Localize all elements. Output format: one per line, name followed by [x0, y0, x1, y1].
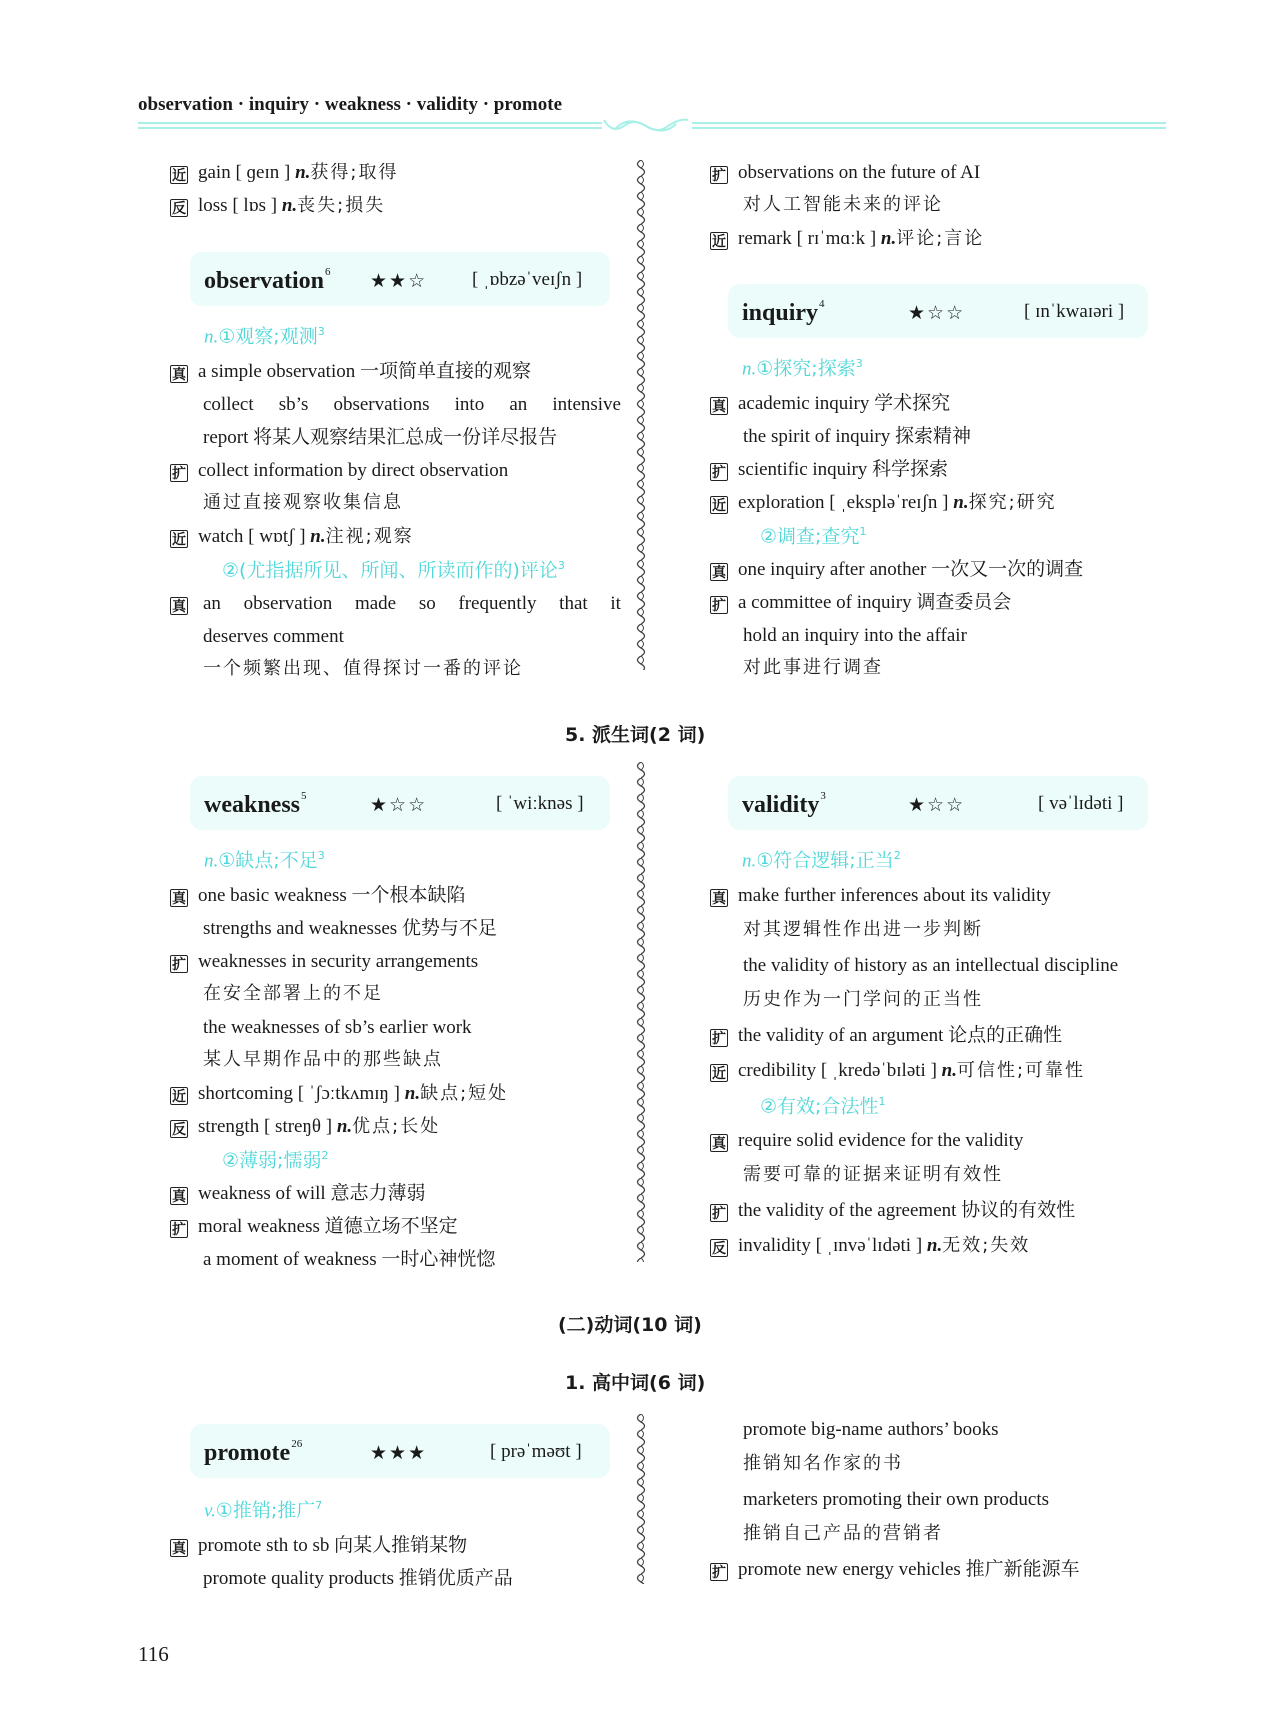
- example-translation: 推销知名作家的书: [743, 1453, 903, 1474]
- sense-2: ②薄弱;懦弱$^2$: [222, 1149, 329, 1172]
- ext-tag-icon: 扩: [172, 957, 186, 973]
- example-line: the validity of history as an intellectual discipline: [743, 955, 1119, 976]
- ext-tag-icon: 扩: [712, 1565, 726, 1581]
- extension-line: 扩 observations on the future of AI: [712, 162, 981, 184]
- headword-box-observation: [190, 252, 610, 306]
- near-entry-exploration: 近 exploration [ ˌekspləˈreɪʃn ] n.探究;研究: [712, 492, 1057, 514]
- example-translation: 历史作为一门学问的正当性: [743, 989, 983, 1010]
- example-translation: 对其逻辑性作出进一步判断: [743, 919, 983, 940]
- example-line: 真 one basic weakness 一个根本缺陷: [172, 885, 466, 907]
- example-line: 真 one inquiry after another 一次又一次的调查: [712, 559, 1084, 581]
- near-tag-icon: 近: [172, 1089, 186, 1105]
- running-header: observation · inquiry · weakness · validity · promote: [138, 94, 563, 115]
- phonetic: [ vəˈlɪdəti ]: [1038, 793, 1124, 814]
- example-line: the spirit of inquiry 探索精神: [743, 426, 971, 447]
- anti-entry-strength: 反 strength [ streŋθ ] n.优点;长处: [172, 1116, 441, 1138]
- extension-line: 扩 promote new energy vehicles 推广新能源车: [712, 1559, 1080, 1581]
- sense-1: n.①符合逻辑;正当$^2$: [742, 849, 901, 872]
- example-line: 真 require solid evidence for the validity: [712, 1130, 1024, 1152]
- example-line: promote quality products 推销优质产品: [203, 1568, 513, 1589]
- extension-line: 扩 moral weakness 道德立场不坚定: [172, 1216, 458, 1238]
- difficulty-stars: ★☆☆: [908, 794, 966, 816]
- header-ornament-icon: [602, 114, 690, 136]
- example-line: 真 weakness of will 意志力薄弱: [172, 1183, 426, 1205]
- near-tag-icon: 近: [712, 1066, 726, 1082]
- phonetic: [ ˈwiːknəs ]: [496, 793, 584, 814]
- difficulty-stars: ★☆☆: [908, 302, 966, 324]
- extension-line: 扩 weaknesses in security arrangements: [172, 951, 479, 973]
- headword-box-validity: [728, 776, 1148, 830]
- page-number: 116: [138, 1642, 169, 1666]
- real-tag-icon: 真: [172, 891, 186, 907]
- sense-1: v.①推销;推广$^7$: [204, 1499, 323, 1522]
- example-line: 真 academic inquiry 学术探究: [712, 393, 951, 415]
- column-divider: [634, 762, 648, 1262]
- anti-entry-invalidity: 反 invalidity [ ˌɪnvəˈlɪdəti ] n.无效;失效: [712, 1235, 1031, 1257]
- near-tag-icon: 近: [172, 168, 186, 184]
- ext-tag-icon: 扩: [712, 1206, 726, 1222]
- real-tag-icon: 真: [712, 1136, 726, 1152]
- example-line: 真 make further inferences about its validity: [712, 885, 1051, 907]
- near-entry-remark: 近 remark [ rɪˈmɑːk ] n.评论;言论: [712, 228, 985, 250]
- sense-1: n.①缺点;不足$^3$: [204, 849, 325, 872]
- near-entry-gain: 近 gain [ ɡeɪn ] n.获得;取得: [172, 162, 399, 184]
- real-tag-icon: 真: [172, 1189, 186, 1205]
- anti-tag-icon: 反: [712, 1241, 726, 1257]
- example-line: promote big-name authors’ books: [743, 1419, 999, 1440]
- headword-box-promote: [190, 1424, 610, 1478]
- ext-tag-icon: 扩: [712, 598, 726, 614]
- example-line: strengths and weaknesses 优势与不足: [203, 918, 497, 939]
- sense-2: ②(尤指据所见、所闻、所读而作的)评论$^3$: [222, 559, 565, 582]
- extension-line: a moment of weakness 一时心神恍惚: [203, 1249, 496, 1270]
- sense-2: ②调查;查究$^1$: [760, 525, 867, 548]
- extension-line: hold an inquiry into the affair: [743, 625, 967, 646]
- ext-tag-icon: 扩: [712, 465, 726, 481]
- extension-line: 扩 a committee of inquiry 调查委员会: [712, 592, 1012, 614]
- extension-line: 扩 the validity of the agreement 协议的有效性: [712, 1200, 1076, 1222]
- extension-line: 扩 scientific inquiry 科学探索: [712, 459, 949, 481]
- phonetic: [ ɪnˈkwaɪəri ]: [1024, 301, 1125, 322]
- extension-line: 扩 collect information by direct observation: [172, 460, 509, 482]
- sense-1: n.①观察;观测$^3$: [204, 325, 325, 348]
- example-line: deserves comment: [203, 626, 344, 647]
- sense-2: ②有效;合法性$^1$: [760, 1095, 886, 1118]
- anti-entry-loss: 反 loss [ lɒs ] n.丧失;损失: [172, 195, 386, 217]
- column-divider: [634, 1414, 648, 1584]
- near-entry-shortcoming: 近 shortcoming [ ˈʃɔːtkʌmɪŋ ] n.缺点;短处: [172, 1083, 509, 1105]
- example-line: an observation made so frequently that it: [203, 593, 621, 614]
- example-line: [170, 594, 198, 615]
- example-translation: 需要可靠的证据来证明有效性: [743, 1164, 1003, 1185]
- extension-translation: 某人早期作品中的那些缺点: [203, 1049, 443, 1070]
- extension-line: the weaknesses of sb’s earlier work: [203, 1017, 472, 1038]
- headword-box-inquiry: [728, 284, 1148, 338]
- difficulty-stars: ★★☆: [370, 270, 428, 292]
- example-translation: 推销自己产品的营销者: [743, 1523, 943, 1544]
- extension-translation: 对人工智能未来的评论: [743, 194, 943, 215]
- real-tag-icon: 真: [712, 565, 726, 581]
- ext-tag-icon: 扩: [712, 1031, 726, 1047]
- real-tag-icon: 真: [172, 599, 186, 615]
- near-tag-icon: 近: [172, 532, 186, 548]
- near-entry-watch: 近 watch [ wɒtʃ ] n.注视;观察: [172, 526, 414, 548]
- difficulty-stars: ★☆☆: [370, 794, 428, 816]
- difficulty-stars: ★★★: [370, 1442, 428, 1464]
- near-tag-icon: 近: [712, 234, 726, 250]
- example-line: report 将某人观察结果汇总成一份详尽报告: [203, 427, 558, 448]
- headword-box-weakness: [190, 776, 610, 830]
- near-tag-icon: 近: [712, 498, 726, 514]
- real-tag-icon: 真: [172, 1541, 186, 1557]
- headword: observation$^6$: [204, 266, 331, 294]
- extension-translation: 对此事进行调查: [743, 657, 883, 678]
- example-line: 真 a simple observation 一项简单直接的观察: [172, 361, 531, 383]
- anti-tag-icon: 反: [172, 1122, 186, 1138]
- real-tag-icon: 真: [712, 399, 726, 415]
- headword: validity$^3$: [742, 790, 826, 818]
- ext-tag-icon: 扩: [712, 168, 726, 184]
- ext-tag-icon: 扩: [172, 466, 186, 482]
- phonetic: [ prəˈməʊt ]: [490, 1441, 582, 1462]
- phonetic: [ ˌɒbzəˈveɪʃn ]: [472, 269, 583, 290]
- extension-translation: 通过直接观察收集信息: [203, 492, 403, 513]
- section-title-high-school: 1. 高中词(6 词): [565, 1372, 706, 1394]
- headword: inquiry$^4$: [742, 298, 825, 326]
- example-line: 真 promote sth to sb 向某人推销某物: [172, 1535, 468, 1557]
- ext-tag-icon: 扩: [172, 1222, 186, 1238]
- near-entry-credibility: 近 credibility [ ˌkredəˈbɪləti ] n.可信性;可靠性: [712, 1060, 1086, 1082]
- extension-line: 扩 the validity of an argument 论点的正确性: [712, 1025, 1063, 1047]
- example-line: collect sb’s observations into an intensive: [203, 394, 621, 415]
- section-title-derivatives: 5. 派生词(2 词): [565, 724, 706, 746]
- column-divider: [634, 160, 648, 670]
- anti-tag-icon: 反: [172, 201, 186, 217]
- extension-translation: 在安全部署上的不足: [203, 983, 383, 1004]
- headword: promote$^{26}$: [204, 1438, 303, 1466]
- real-tag-icon: 真: [172, 367, 186, 383]
- example-line: marketers promoting their own products: [743, 1489, 1050, 1510]
- headword: weakness$^5$: [204, 790, 307, 818]
- section-title-verbs: (二)动词(10 词): [558, 1314, 702, 1336]
- example-translation: 一个频繁出现、值得探讨一番的评论: [203, 658, 523, 679]
- real-tag-icon: 真: [712, 891, 726, 907]
- sense-1: n.①探究;探索$^3$: [742, 357, 863, 380]
